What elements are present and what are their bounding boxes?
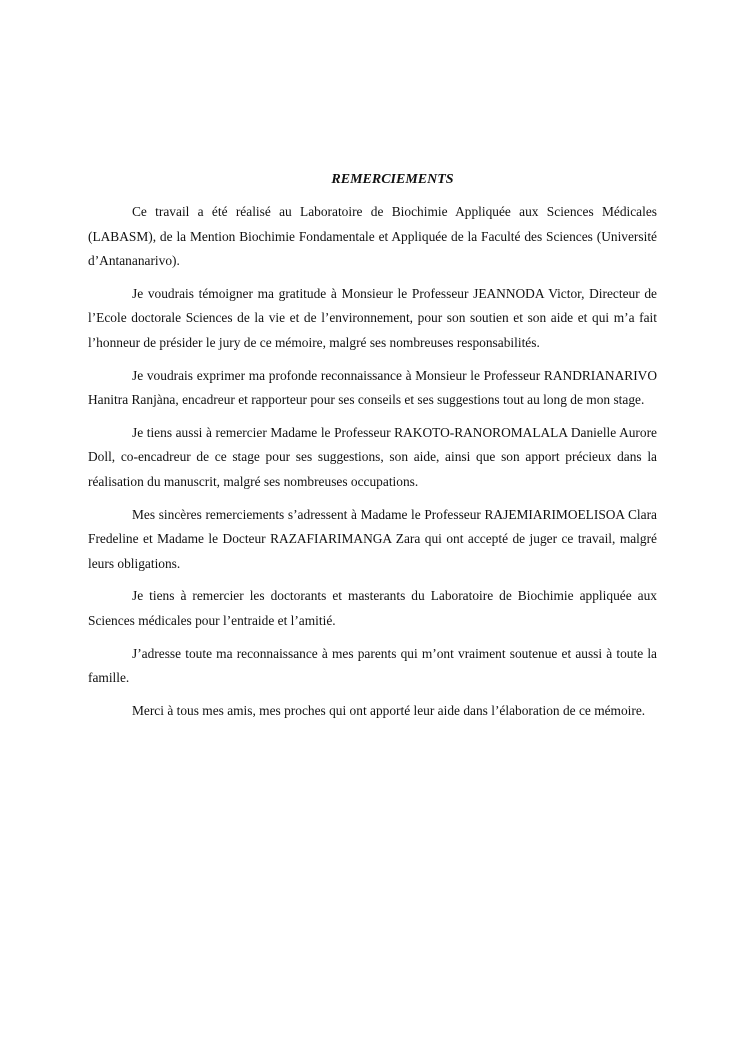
acknowledgements-section (88, 168, 657, 731)
paragraph-friends: Merci à tous mes amis, mes proches qui ont apporté leur aide dans l’élaboration de ce mémoire. (132, 702, 646, 718)
paragraph-doctorants: Je tiens à remercier les doctorants et masterants du Laboratoire de Biochimie appliquée aux Sciences médicales pour l’entraide et l’amitié. (88, 588, 657, 628)
paragraph-parents: J’adresse toute ma reconnaissance à mes parents qui m’ont vraiment soutenue et aussi à toute la famille. (88, 645, 657, 686)
paragraph-randrianarivo: Je voudrais exprimer ma profonde reconnaissance à Monsieur le Professeur RANDRIANARIVO Hanitra Ranjàna, encadreur et rapporteur pour ses conseils et ses suggestions tout au long de mon stage. (88, 367, 657, 408)
paragraph-jeannoda: Je voudrais témoigner ma gratitude à Monsieur le Professeur JEANNODA Victor, Directeur de l’Ecole doctorale Sciences de la vie et de l’environnement, pour son soutien et son aide et qui m’a fait l’honneur de présider le jury de ce mémoire, malgré ses nombreuses responsabilités. (88, 285, 657, 350)
paragraph-labasm: Ce travail a été réalisé au Laboratoire de Biochimie Appliquée aux Sciences Médicales (LABASM), de la Mention Biochimie Fondamentale et Appliquée de la Faculté des Sciences (Université d’Antananarivo). (88, 204, 657, 269)
paragraph-jury-members: Mes sincères remerciements s’adressent à Madame le Professeur RAJEMIARIMOELISOA Clara Fredeline et Madame le Docteur RAZAFIARIMANGA Zara qui ont accepté de juger ce travail, malgré leurs obligations. (88, 506, 657, 571)
page-title: REMERCIEMENTS (331, 172, 454, 187)
paragraph-rakoto-ranoromalala: Je tiens aussi à remercier Madame le Professeur RAKOTO-RANOROMALALA Danielle Aurore Doll, co-encadreur de ce stage pour ses suggestions, son aide, ainsi que son apport précieux dans la réalisation du manuscrit, malgré ses nombreuses occupations. (88, 424, 657, 489)
